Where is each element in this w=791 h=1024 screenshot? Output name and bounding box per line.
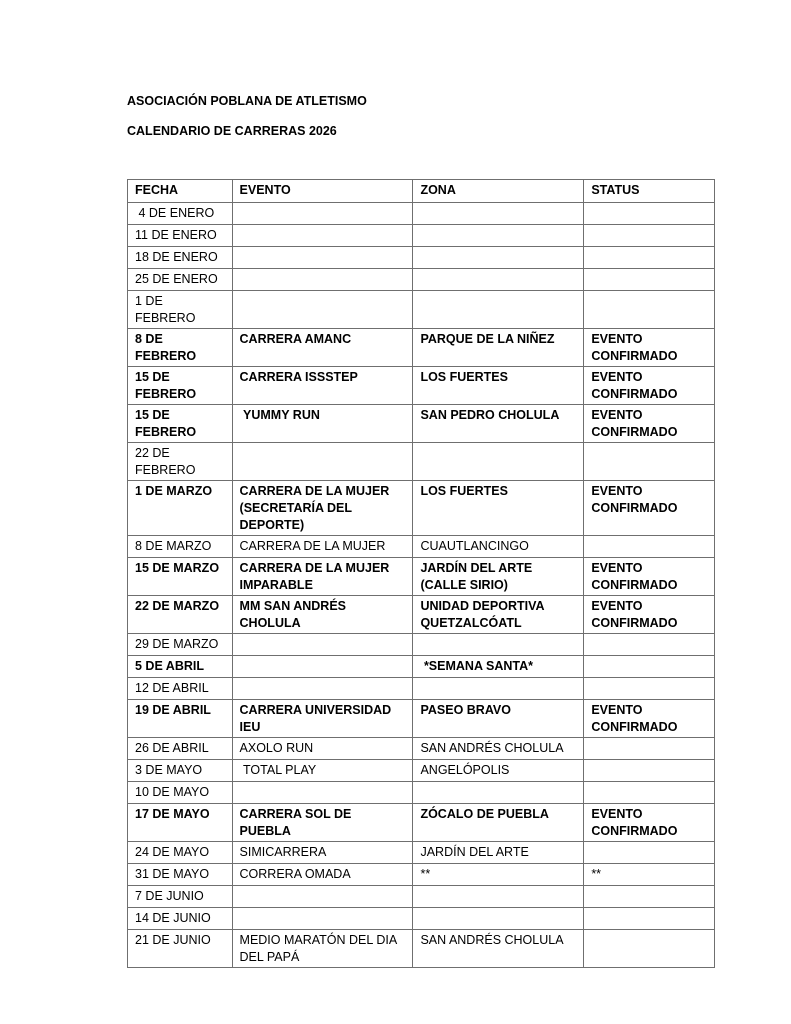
cell-evento: CARRERA DE LA MUJER (232, 536, 413, 558)
cell-zona (413, 886, 584, 908)
cell-evento: CARRERA UNIVERSIDAD IEU (232, 700, 413, 738)
cell-zona: PARQUE DE LA NIÑEZ (413, 329, 584, 367)
cell-status: EVENTO CONFIRMADO (584, 596, 715, 634)
cell-evento: CARRERA SOL DE PUEBLA (232, 804, 413, 842)
cell-fecha: 5 DE ABRIL (128, 656, 233, 678)
cell-zona: CUAUTLANCINGO (413, 536, 584, 558)
cell-zona (413, 225, 584, 247)
cell-evento: MM SAN ANDRÉS CHOLULA (232, 596, 413, 634)
cell-zona (413, 291, 584, 329)
cell-zona: LOS FUERTES (413, 481, 584, 536)
cell-zona: SAN ANDRÉS CHOLULA (413, 738, 584, 760)
cell-zona: JARDÍN DEL ARTE (413, 842, 584, 864)
cell-fecha: 19 DE ABRIL (128, 700, 233, 738)
cell-status (584, 842, 715, 864)
cell-status (584, 536, 715, 558)
cell-evento: CARRERA DE LA MUJER IMPARABLE (232, 558, 413, 596)
cell-fecha: 15 DE FEBRERO (128, 405, 233, 443)
calendar-title: CALENDARIO DE CARRERAS 2026 (127, 124, 337, 138)
cell-fecha: 22 DE FEBRERO (128, 443, 233, 481)
cell-fecha: 10 DE MAYO (128, 782, 233, 804)
cell-fecha: 7 DE JUNIO (128, 886, 233, 908)
cell-evento: CARRERA AMANC (232, 329, 413, 367)
cell-fecha: 8 DE MARZO (128, 536, 233, 558)
cell-evento: CARRERA ISSSTEP (232, 367, 413, 405)
cell-evento: SIMICARRERA (232, 842, 413, 864)
cell-status (584, 656, 715, 678)
cell-fecha: 17 DE MAYO (128, 804, 233, 842)
table-row (128, 738, 715, 760)
cell-status: EVENTO CONFIRMADO (584, 329, 715, 367)
cell-evento (232, 678, 413, 700)
race-calendar-table (127, 179, 715, 968)
cell-zona (413, 634, 584, 656)
cell-evento: CORRERA OMADA (232, 864, 413, 886)
table-row (128, 291, 715, 329)
cell-fecha: 4 DE ENERO (128, 203, 233, 225)
cell-status: EVENTO CONFIRMADO (584, 405, 715, 443)
cell-zona (413, 203, 584, 225)
cell-evento (232, 634, 413, 656)
cell-fecha: 12 DE ABRIL (128, 678, 233, 700)
table-row (128, 558, 715, 596)
table-row (128, 203, 715, 225)
cell-evento: MEDIO MARATÓN DEL DIA DEL PAPÁ (232, 930, 413, 968)
table-row (128, 782, 715, 804)
table-row (128, 678, 715, 700)
cell-evento (232, 656, 413, 678)
cell-fecha: 3 DE MAYO (128, 760, 233, 782)
cell-zona (413, 782, 584, 804)
table-row (128, 481, 715, 536)
cell-status (584, 738, 715, 760)
table-row (128, 405, 715, 443)
cell-status: EVENTO CONFIRMADO (584, 804, 715, 842)
cell-status: EVENTO CONFIRMADO (584, 700, 715, 738)
cell-fecha: 14 DE JUNIO (128, 908, 233, 930)
column-header-zona: ZONA (413, 180, 584, 203)
cell-zona: LOS FUERTES (413, 367, 584, 405)
cell-zona: *SEMANA SANTA* (413, 656, 584, 678)
table-row (128, 367, 715, 405)
cell-zona: SAN PEDRO CHOLULA (413, 405, 584, 443)
cell-status (584, 634, 715, 656)
cell-zona: JARDÍN DEL ARTE (CALLE SIRIO) (413, 558, 584, 596)
cell-zona (413, 247, 584, 269)
cell-status (584, 225, 715, 247)
cell-zona (413, 908, 584, 930)
cell-status: EVENTO CONFIRMADO (584, 558, 715, 596)
column-header-status: STATUS (584, 180, 715, 203)
table-row (128, 656, 715, 678)
cell-zona: ZÓCALO DE PUEBLA (413, 804, 584, 842)
cell-fecha: 15 DE MARZO (128, 558, 233, 596)
table-row (128, 760, 715, 782)
cell-evento (232, 782, 413, 804)
cell-status (584, 760, 715, 782)
cell-evento (232, 225, 413, 247)
cell-status (584, 908, 715, 930)
cell-status (584, 247, 715, 269)
cell-status: EVENTO CONFIRMADO (584, 481, 715, 536)
cell-fecha: 22 DE MARZO (128, 596, 233, 634)
table-body (128, 203, 715, 968)
cell-zona (413, 678, 584, 700)
table-row (128, 269, 715, 291)
cell-evento (232, 291, 413, 329)
table-row (128, 804, 715, 842)
cell-status: EVENTO CONFIRMADO (584, 367, 715, 405)
cell-fecha: 31 DE MAYO (128, 864, 233, 886)
cell-fecha: 1 DE FEBRERO (128, 291, 233, 329)
cell-fecha: 18 DE ENERO (128, 247, 233, 269)
cell-zona (413, 443, 584, 481)
cell-zona: PASEO BRAVO (413, 700, 584, 738)
cell-status (584, 443, 715, 481)
table-row (128, 842, 715, 864)
table-row (128, 536, 715, 558)
cell-evento (232, 203, 413, 225)
table-row (128, 443, 715, 481)
cell-zona: ** (413, 864, 584, 886)
table-row (128, 700, 715, 738)
table-row (128, 225, 715, 247)
cell-evento (232, 908, 413, 930)
cell-status: ** (584, 864, 715, 886)
cell-fecha: 11 DE ENERO (128, 225, 233, 247)
cell-status (584, 269, 715, 291)
table-row (128, 596, 715, 634)
table-row (128, 634, 715, 656)
table-row (128, 864, 715, 886)
cell-evento: CARRERA DE LA MUJER (SECRETARÍA DEL DEPORTE) (232, 481, 413, 536)
cell-fecha: 24 DE MAYO (128, 842, 233, 864)
cell-zona: SAN ANDRÉS CHOLULA (413, 930, 584, 968)
cell-status (584, 782, 715, 804)
cell-evento: TOTAL PLAY (232, 760, 413, 782)
cell-fecha: 21 DE JUNIO (128, 930, 233, 968)
table-row (128, 886, 715, 908)
cell-fecha: 15 DE FEBRERO (128, 367, 233, 405)
column-header-fecha: FECHA (128, 180, 233, 203)
cell-zona (413, 269, 584, 291)
table-row (128, 247, 715, 269)
cell-zona: ANGELÓPOLIS (413, 760, 584, 782)
table-header-row (128, 180, 715, 203)
cell-status (584, 678, 715, 700)
cell-evento (232, 886, 413, 908)
cell-status (584, 886, 715, 908)
cell-status (584, 291, 715, 329)
column-header-evento: EVENTO (232, 180, 413, 203)
cell-fecha: 1 DE MARZO (128, 481, 233, 536)
cell-fecha: 25 DE ENERO (128, 269, 233, 291)
table-row (128, 930, 715, 968)
table-row (128, 908, 715, 930)
cell-evento: YUMMY RUN (232, 405, 413, 443)
organization-title: ASOCIACIÓN POBLANA DE ATLETISMO (127, 94, 367, 108)
cell-evento: AXOLO RUN (232, 738, 413, 760)
cell-status (584, 203, 715, 225)
cell-fecha: 29 DE MARZO (128, 634, 233, 656)
cell-zona: UNIDAD DEPORTIVA QUETZALCÓATL (413, 596, 584, 634)
cell-status (584, 930, 715, 968)
cell-evento (232, 443, 413, 481)
table-row (128, 329, 715, 367)
cell-fecha: 26 DE ABRIL (128, 738, 233, 760)
cell-evento (232, 269, 413, 291)
cell-evento (232, 247, 413, 269)
cell-fecha: 8 DE FEBRERO (128, 329, 233, 367)
